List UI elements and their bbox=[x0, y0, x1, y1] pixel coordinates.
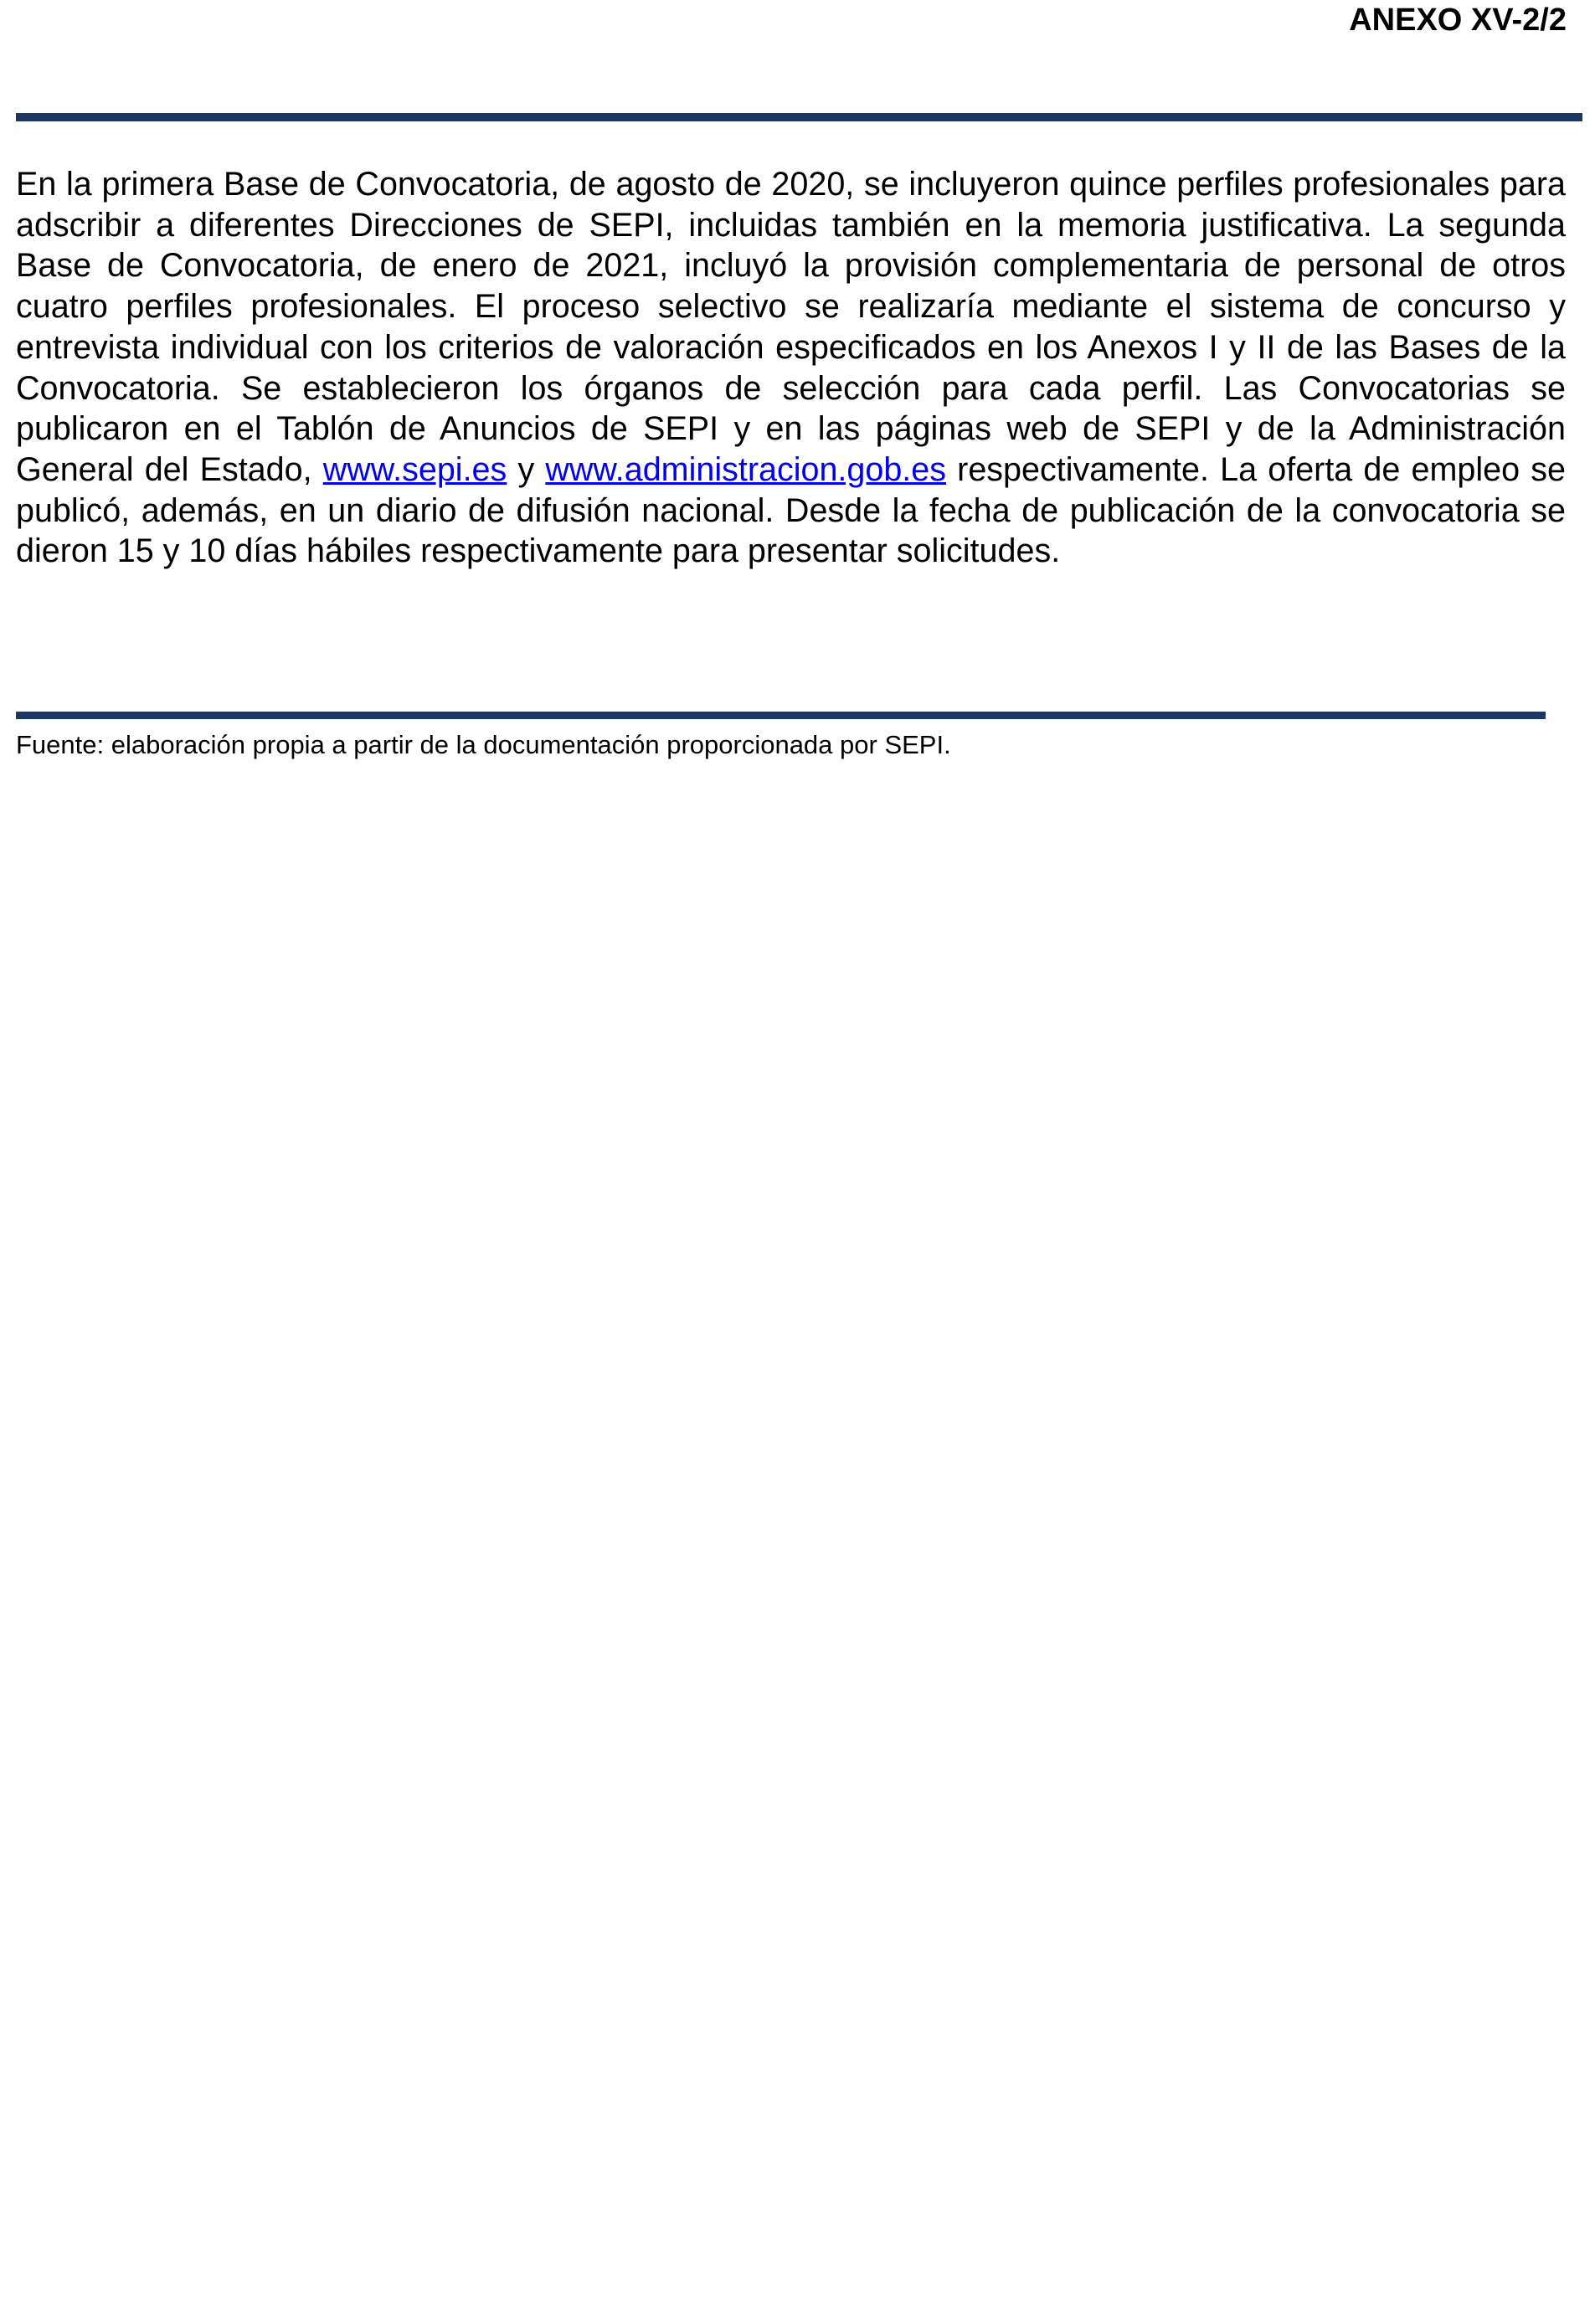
bottom-divider bbox=[16, 712, 1546, 719]
body-paragraph bbox=[16, 164, 1566, 572]
top-divider bbox=[16, 113, 1582, 121]
body-text-part-2: y bbox=[507, 450, 546, 488]
body-text-part-3: respectivamente. La oferta de empleo se publicó, además, en un diario de difusión nacional. Desde la fecha de publicación de la convocatoria se dieron 15 y 10 días hábiles respectivamente para presentar solicitudes. bbox=[16, 450, 1566, 570]
annex-label: ANEXO XV-2/2 bbox=[1349, 3, 1567, 38]
administracion-link[interactable]: www.administracion.gob.es bbox=[545, 450, 946, 488]
source-note: Fuente: elaboración propia a partir de la documentación proporcionada por SEPI. bbox=[16, 730, 951, 759]
body-text-part-1: En la primera Base de Convocatoria, de agosto de 2020, se incluyeron quince perfiles profesionales para adscribir a diferentes Direcciones de SEPI, incluidas también en la memoria justificativa. La segunda Base de Convocatoria, de enero de 2021, incluyó la provisión complementaria de personal de otros cuatro perfiles profesionales. El proceso selectivo se realizaría mediante el sistema de concurso y entrevista individual con los criterios de valoración especificados en los Anexos I y II de las Bases de la Convocatoria. Se establecieron los órganos de selección para cada perfil. Las Convocatorias se publicaron en el Tablón de Anuncios de SEPI y en las páginas web de SEPI y de la Administración General del Estado, bbox=[16, 166, 1566, 488]
sepi-link[interactable]: www.sepi.es bbox=[322, 450, 507, 488]
